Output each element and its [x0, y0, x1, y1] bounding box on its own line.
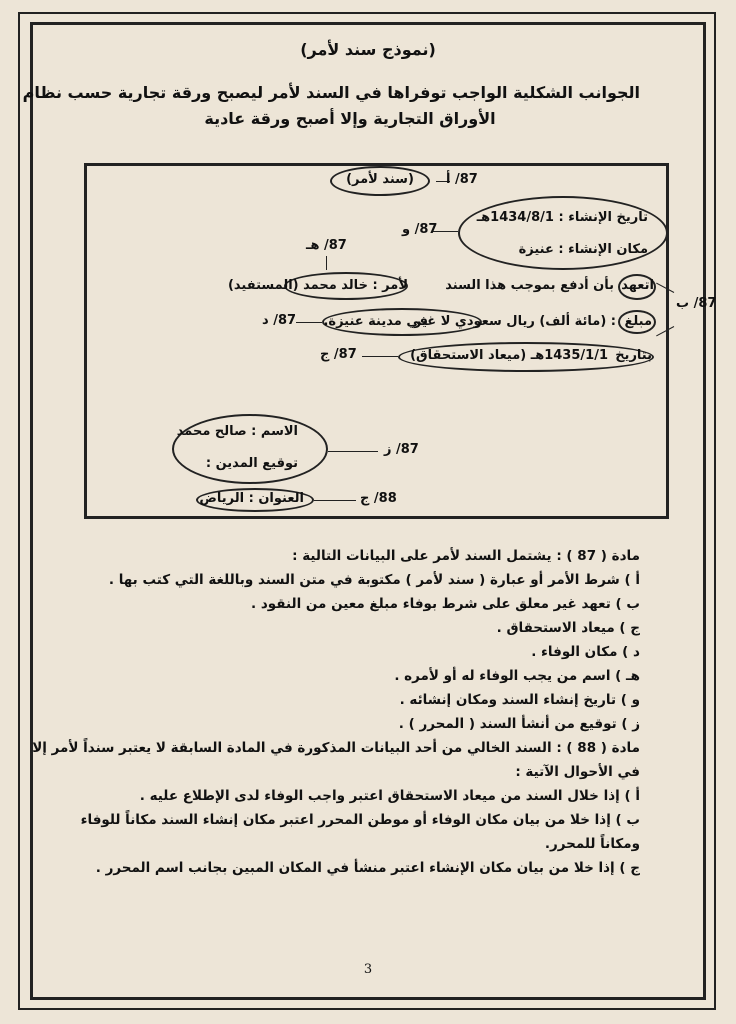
- due-text: 1435/1/1هـ (ميعاد الاستحقاق): [410, 348, 608, 363]
- connector-j: [362, 356, 398, 357]
- label-87-w: 87/ و: [402, 222, 438, 237]
- label-87-b: 87/ ب: [676, 296, 717, 311]
- label-87-h: 87/ هـ: [306, 238, 347, 253]
- pledge-prefix: اتعهد: [621, 278, 654, 293]
- connector-j88: [314, 500, 356, 501]
- text-line-7: و ) تاريخ إنشاء السند ومكان إنشائه .: [399, 692, 640, 708]
- text-line-12: ب ) إذا خلا من بيان مكان الوفاء أو موطن المحرر اعتبر مكان إنشاء السند مكاناً للوفاء: [80, 812, 640, 828]
- text-line-10: في الأحوال الآتية :: [515, 764, 640, 780]
- text-line-11: أ ) إذا خلال السند من ميعاد الاستحقاق اعتبر واجب الوفاء لدى الإطلاع عليه .: [139, 788, 640, 804]
- page-number: 3: [363, 962, 373, 977]
- text-line-13: ومكاناً للمحرر.: [544, 836, 640, 852]
- due-prefix: بتاريخ: [615, 348, 652, 363]
- ellipse-creation: [458, 196, 668, 270]
- connector-d: [296, 322, 322, 323]
- diagram-doc-title: (سند لأمر): [346, 172, 414, 187]
- text-line-4: ج ) ميعاد الاستحقاق .: [496, 620, 640, 636]
- debtor-name: الاسم : صالح محمد: [176, 424, 298, 439]
- amount-place: في مدينة عنيزة.: [323, 314, 428, 329]
- amount-text: : (مائة ألف) ريال سعودي لا غير: [413, 314, 616, 329]
- connector-h: [326, 256, 328, 270]
- text-line-1: مادة ( 87 ) : يشتمل السند لأمر على البيانات التالية :: [292, 548, 640, 564]
- creation-date: تاريخ الإنشاء : 1434/8/1هـ: [476, 210, 648, 225]
- text-line-9: مادة ( 88 ) : السند الخالي من أحد البيانات المذكورة في المادة السابقة لا يعتبر سنداً لأمر إلا: [32, 740, 640, 756]
- debtor-signature: توقيع المدين :: [205, 456, 298, 471]
- debtor-address: العنوان : الرياض: [199, 491, 304, 506]
- amount-prefix: مبلغ: [624, 314, 652, 329]
- text-line-6: هـ ) اسم من يجب الوفاء له أو لأمره .: [394, 668, 640, 684]
- text-line-5: د ) مكان الوفاء .: [531, 644, 640, 660]
- connector-z: [328, 451, 378, 452]
- pledge-text: بأن أدفع بموجب هذا السند: [445, 278, 614, 293]
- document-title: (نموذج سند لأمر): [300, 40, 436, 59]
- label-88-j: 88/ ج: [360, 491, 397, 506]
- label-87-j: 87/ ج: [320, 347, 357, 362]
- text-line-14: ج ) إذا خلا من بيان مكان الإنشاء اعتبر منشأ في المكان المبين بجانب اسم المحرر .: [95, 860, 640, 876]
- heading-line-1: الجوانب الشكلية الواجب توفراها في السند لأمر ليصبح ورقة تجارية حسب نظام: [22, 83, 640, 102]
- label-87-a: 87/ أ: [446, 172, 478, 187]
- label-87-z: 87/ ز: [384, 442, 419, 457]
- creation-place: مكان الإنشاء : عنيزة: [518, 242, 648, 257]
- text-line-3: ب ) تعهد غير معلق على شرط بوفاء مبلغ معين من النقود .: [251, 596, 640, 612]
- pledge-payee: لأمر : خالد محمد (المستفيد): [227, 278, 408, 293]
- text-line-8: ز ) توقيع من أنشأ السند ( المحرر ) .: [398, 716, 640, 732]
- heading-line-2: الأوراق التجارية وإلا أصبح ورقة عادية: [204, 109, 496, 128]
- label-87-d: 87/ د: [262, 313, 297, 328]
- text-line-2: أ ) شرط الأمر أو عبارة ( سند لأمر ) مكتوبة في متن السند وباللغة التي كتب بها .: [108, 572, 640, 588]
